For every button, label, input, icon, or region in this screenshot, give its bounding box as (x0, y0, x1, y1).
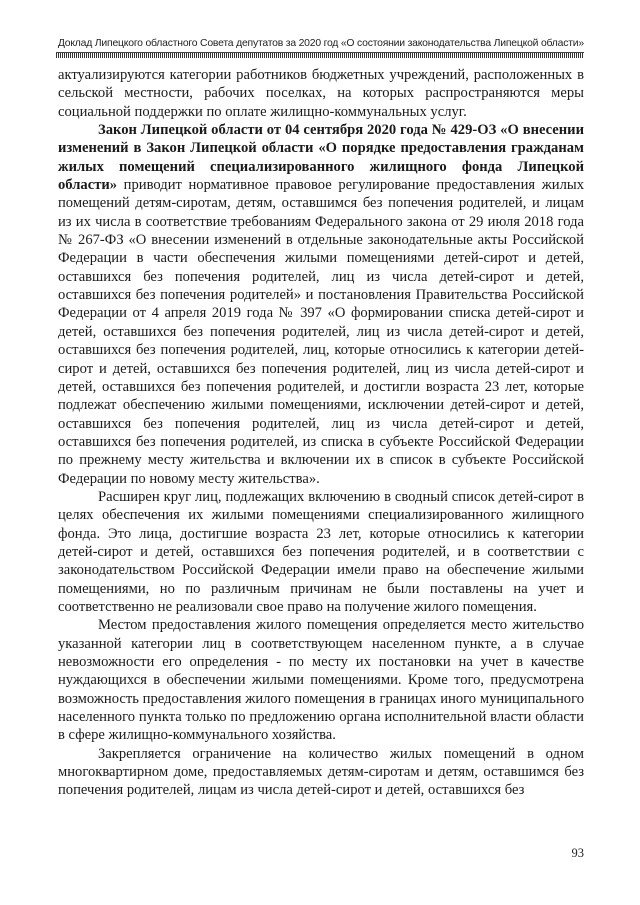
paragraph-5: Закрепляется ограничение на количество жилых помещений в одном многоквартирном доме, предоставляемых детям-сиротам и детям, оставшимся без попечения родителей, лицам из числа детей-сирот и детей, оставшихся без (58, 745, 584, 799)
paragraph-4: Местом предоставления жилого помещения определяется место жительство указанной категории лиц в соответствующем населенном пункте, а в случае невозможности его определения - по месту их постановки на учет в качестве нуждающихся в обеспечении жилыми помещениями. Кроме того, предусмотрена возможность предоставления жилого помещения в границах иного муниципального населенного пункта только по предложению органа исполнительной власти области в сфере жилищно-коммунального хозяйства. (58, 617, 584, 744)
law-reference: Закон Липецкой области от 04 сентября 2020 года № 429-ОЗ «О внесении изменений в Закон Липецкой области «О порядке предоставления гражданам жилых помещений специализированного жилищного фонда Липецкой области» (58, 122, 584, 194)
body-text (58, 66, 584, 800)
paragraph-1: актуализируются категории работников бюджетных учреждений, расположенных в сельской местности, рабочих поселках, на которых распространяются меры социальной поддержки по оплате жилищно-коммунальных услуг. (58, 67, 584, 120)
running-header: Доклад Липецкого областного Совета депутатов за 2020 год «О состоянии законодательства Липецкой области» (57, 38, 584, 49)
paragraph-2 (58, 121, 584, 488)
paragraph-2-text: приводит нормативное правовое регулирование предоставления жилых помещений детям-сиротам, детям, оставшимся без попечения родителей, и лицам из их числа в соответствие требованиям Федерального закона от 29 июля 2018 года № 267-ФЗ «О внесении изменений в отдельные законодательные акты Российской Федерации в части обеспечения жилыми помещениями детей-сирот и детей, оставшихся без попечения родителей, лиц из числа детей-сирот и детей, оставшихся без попечения родителей» и постановления Правительства Российской Федерации от 4 апреля 2019 года № 397 «О формировании списка детей-сирот и детей, оставшихся без попечения родителей, лиц из числа детей-сирот и детей, оставшихся без попечения родителей, лиц, которые относились к категории детей-сирот и детей, оставшихся без попечения родителей, лиц из числа детей-сирот и детей, оставшихся без попечения родителей, и достигли возраста 23 лет, которые подлежат обеспечению жилыми помещениями, исключении детей-сирот и детей, оставшихся без попечения родителей, лиц из числа детей-сирот и детей, оставшихся без попечения родителей, из списка в субъекте Российской Федерации по прежнему месту жительства и включении их в список в субъекте Российской Федерации по новому месту жительства». (58, 177, 584, 487)
header-rule (56, 52, 584, 58)
paragraph-3: Расширен круг лиц, подлежащих включению в сводный список детей-сирот в целях обеспечения их жилыми помещениями специализированного жилищного фонда. Это лица, достигшие возраста 23 лет, которые относились к категории детей-сирот и детей, оставшихся без попечения родителей, и в соответствии с законодательством Российской Федерации имели право на обеспечение жилыми помещениями, но по различным причинам не были поставлены на учет и соответственно не реализовали свое право на получение жилого помещения. (58, 488, 584, 615)
page-number: 93 (571, 846, 584, 860)
